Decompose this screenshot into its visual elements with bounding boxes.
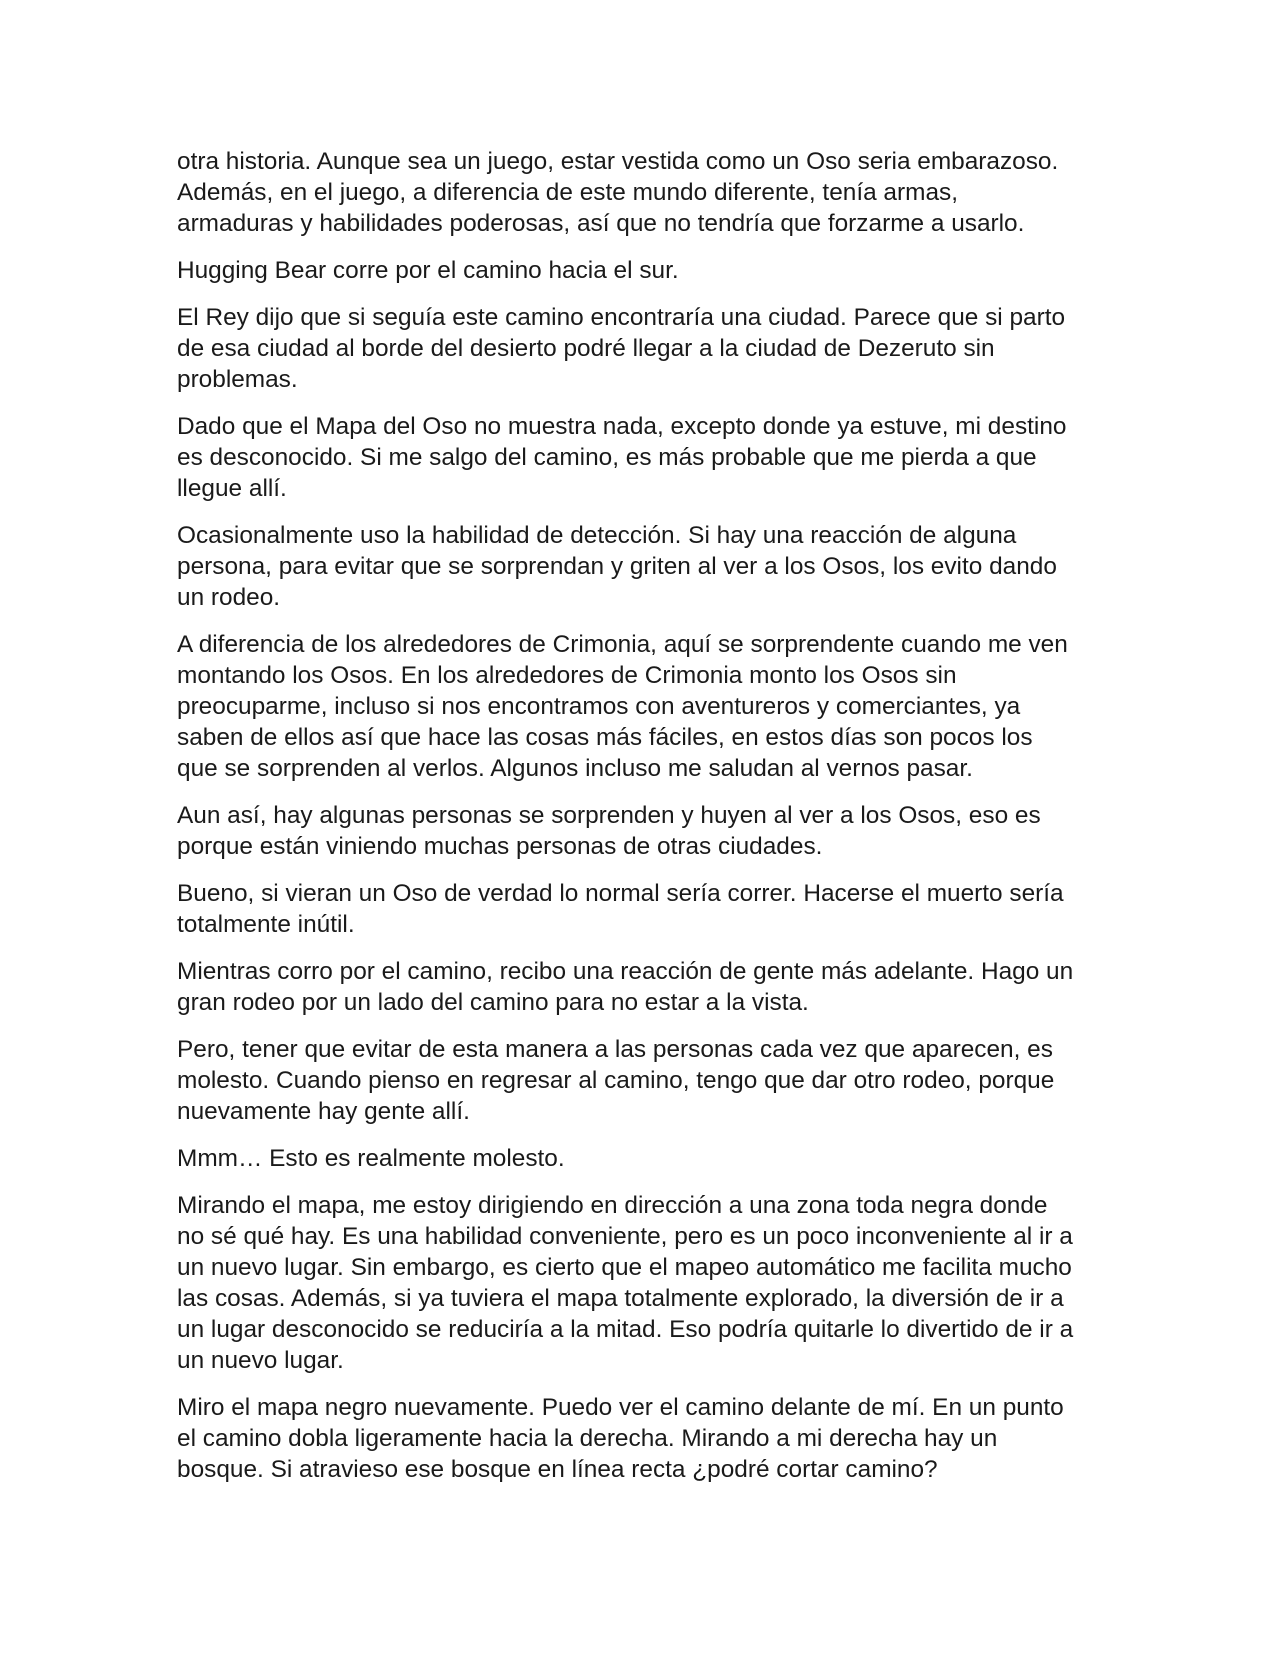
paragraph: Mmm… Esto es realmente molesto.: [177, 1145, 565, 1172]
paragraph: Bueno, si vieran un Oso de verdad lo normal sería correr. Hacerse el muerto sería totalmente inútil.: [177, 880, 1064, 938]
paragraph: Aun así, hay algunas personas se sorprenden y huyen al ver a los Osos, eso es porque están viniendo muchas personas de otras ciudades.: [177, 802, 1041, 860]
paragraph: El Rey dijo que si seguía este camino encontraría una ciudad. Parece que si parto de esa ciudad al borde del desierto podré llegar a la ciudad de Dezeruto sin problemas.: [177, 304, 1066, 393]
paragraph: Pero, tener que evitar de esta manera a las personas cada vez que aparecen, es molesto. Cuando pienso en regresar al camino, tengo que dar otro rodeo, porque nuevamente hay gente allí.: [177, 1036, 1055, 1125]
paragraph: Dado que el Mapa del Oso no muestra nada, excepto donde ya estuve, mi destino es desconocido. Si me salgo del camino, es más probable que me pierda a que llegue allí.: [177, 413, 1067, 502]
paragraph: A diferencia de los alrededores de Crimonia, aquí se sorprendente cuando me ven montando los Osos. En los alrededores de Crimonia monto los Osos sin preocuparme, incluso si nos encontramos con aventureros y comerciantes, ya saben de ellos así que hace las cosas más fáciles, en estos días son pocos los que se sorprenden al verlos. Algunos incluso me saludan al vernos pasar.: [177, 631, 1068, 782]
document-body: [177, 146, 1112, 1501]
paragraph: Hugging Bear corre por el camino hacia el sur.: [177, 257, 679, 284]
paragraph: Miro el mapa negro nuevamente. Puedo ver el camino delante de mí. En un punto el camino dobla ligeramente hacia la derecha. Mirando a mi derecha hay un bosque. Si atravieso ese bosque en línea recta ¿podré cortar camino?: [177, 1394, 1064, 1483]
paragraph: Mientras corro por el camino, recibo una reacción de gente más adelante. Hago un gran rodeo por un lado del camino para no estar a la vista.: [177, 958, 1074, 1016]
paragraph: Ocasionalmente uso la habilidad de detección. Si hay una reacción de alguna persona, para evitar que se sorprendan y griten al ver a los Osos, los evito dando un rodeo.: [177, 522, 1057, 611]
paragraph: Mirando el mapa, me estoy dirigiendo en dirección a una zona toda negra donde no sé qué hay. Es una habilidad conveniente, pero es un poco inconveniente al ir a un nuevo lugar. Sin embargo, es cierto que el mapeo automático me facilita mucho las cosas. Además, si ya tuviera el mapa totalmente explorado, la diversión de ir a un lugar desconocido se reduciría a la mitad. Eso podría quitarle lo divertido de ir a un nuevo lugar.: [177, 1192, 1074, 1374]
paragraph: otra historia. Aunque sea un juego, estar vestida como un Oso seria embarazoso. Además, en el juego, a diferencia de este mundo diferente, tenía armas, armaduras y habilidades poderosas, así que no tendría que forzarme a usarlo.: [177, 148, 1059, 237]
